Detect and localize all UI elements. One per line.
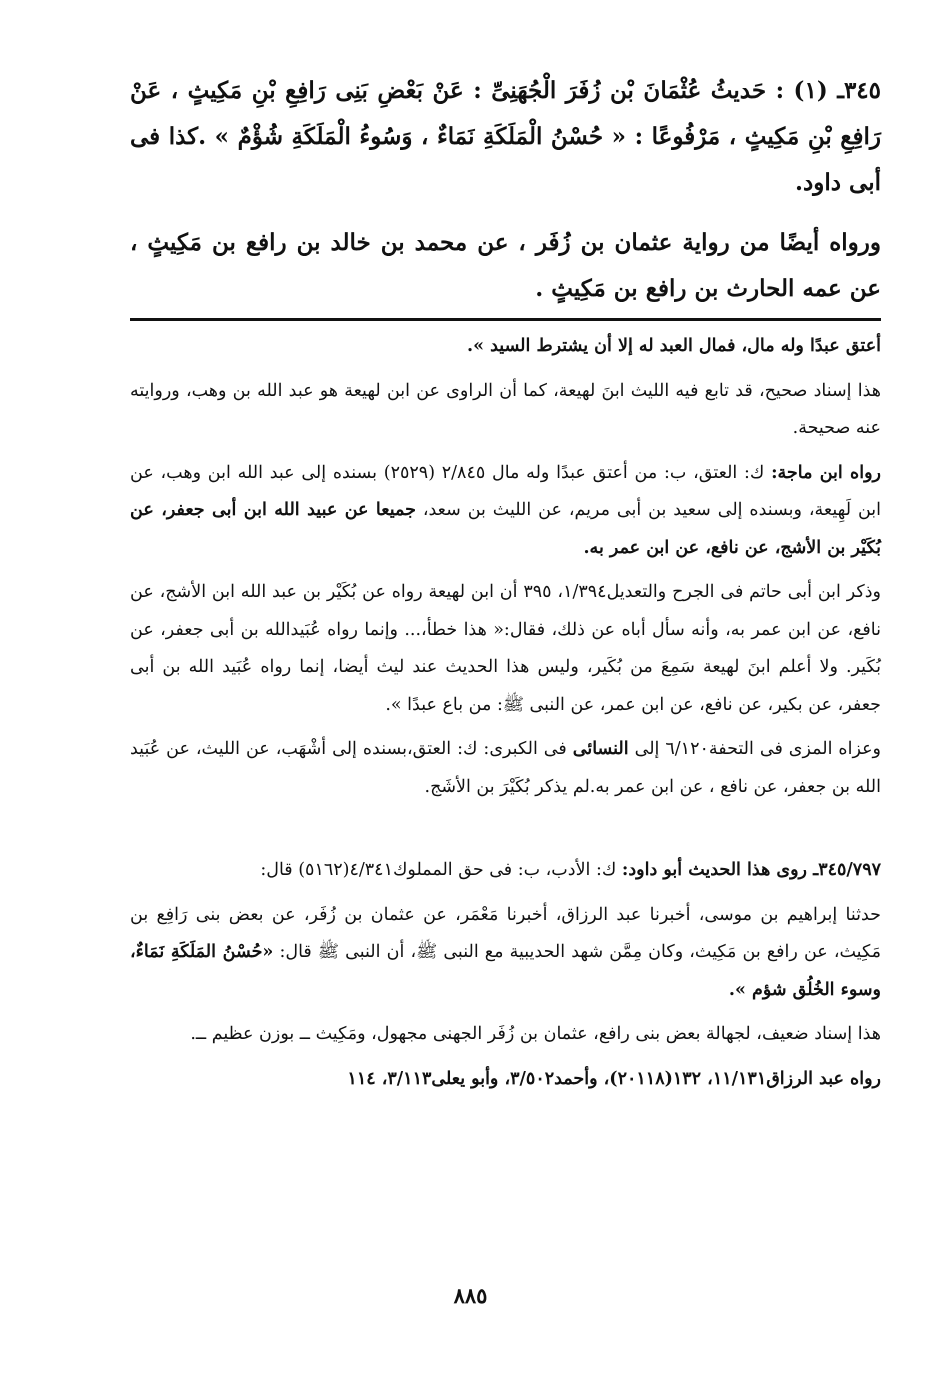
page-number: ٨٨٥	[453, 1283, 488, 1308]
ibn-majah-text: ك: العتق، ب: من أعتق عبدًا وله مال ٢/٨٤٥ (٢٥٢٩) بسنده إلى عبد الله ابن وهب، عن ابن لَهِيعة، وبسنده إلى سعيد بن أبى مريم، عن الليث بن سعد،	[130, 462, 882, 520]
isnad-chain-text: حدثنا إبراهيم بن موسى، أخبرنا عبد الرزاق، أخبرنا مَعْمَر، عن عثمان بن زُفَر، عن بعض بنى رَافِع بن مَكِيث، عن رافع بن مَكِيث، وكان مِمَّن شهد الحديبية مع النبى ﷺ، أن النبى ﷺ قال:	[130, 904, 881, 962]
mizzi-note	[130, 731, 881, 806]
isnad-chain	[130, 897, 881, 1010]
main-text	[130, 68, 881, 326]
hadith-paragraph: ٣٤٥ـ (١) : حَديثُ عُثْمَانَ بْن زُفَرَ الْجُهَنِىِّ : عَنْ بَعْضِ بَنِى رَافِعِ بْنِ مَكِيثٍ ، عَنْ رَافِعِ بْنِ مَكِيثٍ ، مَرْفُوعًا : « حُسْنُ الْمَلَكَةِ نَمَاءٌ ، وَسُوءُ الْمَلَكَةِ شُؤْمٌ » .كذا فى أبى داود.	[130, 77, 881, 196]
footnote-separator	[130, 318, 881, 321]
ibn-majah-label: رواه ابن ماجة:	[771, 462, 881, 483]
mizzi-text-1: وعزاه المزى فى التحفة٦/١٢٠ إلى	[628, 739, 882, 759]
abu-dawud-label: ٣٤٥/٧٩٧ـ روى هذا الحديث أبو داود:	[621, 860, 881, 880]
ibn-majah-reference	[130, 455, 881, 568]
isnad-assessment: هذا إسناد صحيح، قد تابع فيه الليث ابنَ لهيعة، كما أن الراوى عن ابن لهيعة هو عبد الله بن وهب، وروايته عنه صحيحة.	[130, 380, 881, 438]
abd-al-razzaq-reference: رواه عبد الرزاق١١/١٣١، ١٣٢(٢٠١١٨)، وأحمد٣/٥٠٢، وأبو يعلى٣/١١٣، ١١٤	[347, 1068, 881, 1089]
abu-dawud-text: ك: الأدب، ب: فى حق المملوك٤/٣٤١(٥١٦٢) قال:	[260, 860, 622, 880]
rawahu-paragraph: ورواه أيضًا من رواية عثمان بن زُفَر ، عن محمد بن خالد بن رافع بن مَكِيثٍ ، عن عمه الحارث بن رافع بن مَكِيثٍ .	[130, 229, 881, 302]
ibn-majah-chain: جميعا عن عبيد الله ابن أبى جعفر، عن بُكَيْر بن الأشج، عن نافع، عن ابن عمر به.	[130, 500, 881, 558]
hadith-quote: «حُسْنُ المَلَكَةِ نَمَاءٌ، وسوء الخُلُق شؤم ».	[130, 942, 881, 1000]
ibn-abi-hatim-note: وذكر ابن أبى حاتم فى الجرح والتعديل١/٣٩٤، ٣٩٥ أن ابن لهيعة رواه عن بُكَيْر بن عبد الله ابن الأشج، عن نافع، عن ابن عمر به، وأنه سأل أباه عن ذلك، فقال:« هذا خطأ،... وإنما رواه عُبَيدالله بن أبى جعفر، عن بُكَير. ولا أعلم ابنَ لهيعة سَمِعَ من بُكَير، وليس هذا الحديث عند ليث أيضا، إنما رواه عُبَيد الله بن أبى جعفر، عن بكير، عن نافع، عن ابن عمر، عن النبى ﷺ: من باع عبدًا ».	[130, 582, 881, 715]
footnote-continuation: أعتق عبدًا وله مال، فمال العبد له إلا أن يشترط السيد ».	[466, 336, 881, 356]
nasai-label: النسائى	[572, 739, 629, 759]
abu-dawud-reference	[130, 852, 881, 890]
mizzi-text-2: فى الكبرى: ك: العتق،بسنده إلى أشْهَب، عن الليث، عن عُبَيد الله بن جعفر، عن نافع ، عن ابن عمر به.لم يذكر بُكَيْرَ بن الأشَج.	[130, 739, 881, 797]
weak-isnad-note: هذا إسناد ضعيف، لجهالة بعض بنى رافع، عثمان بن زُفَر الجهنى مجهول، ومَكِيث ــ بوزن عظيم ــ.	[190, 1024, 881, 1044]
footnotes	[130, 328, 881, 1105]
